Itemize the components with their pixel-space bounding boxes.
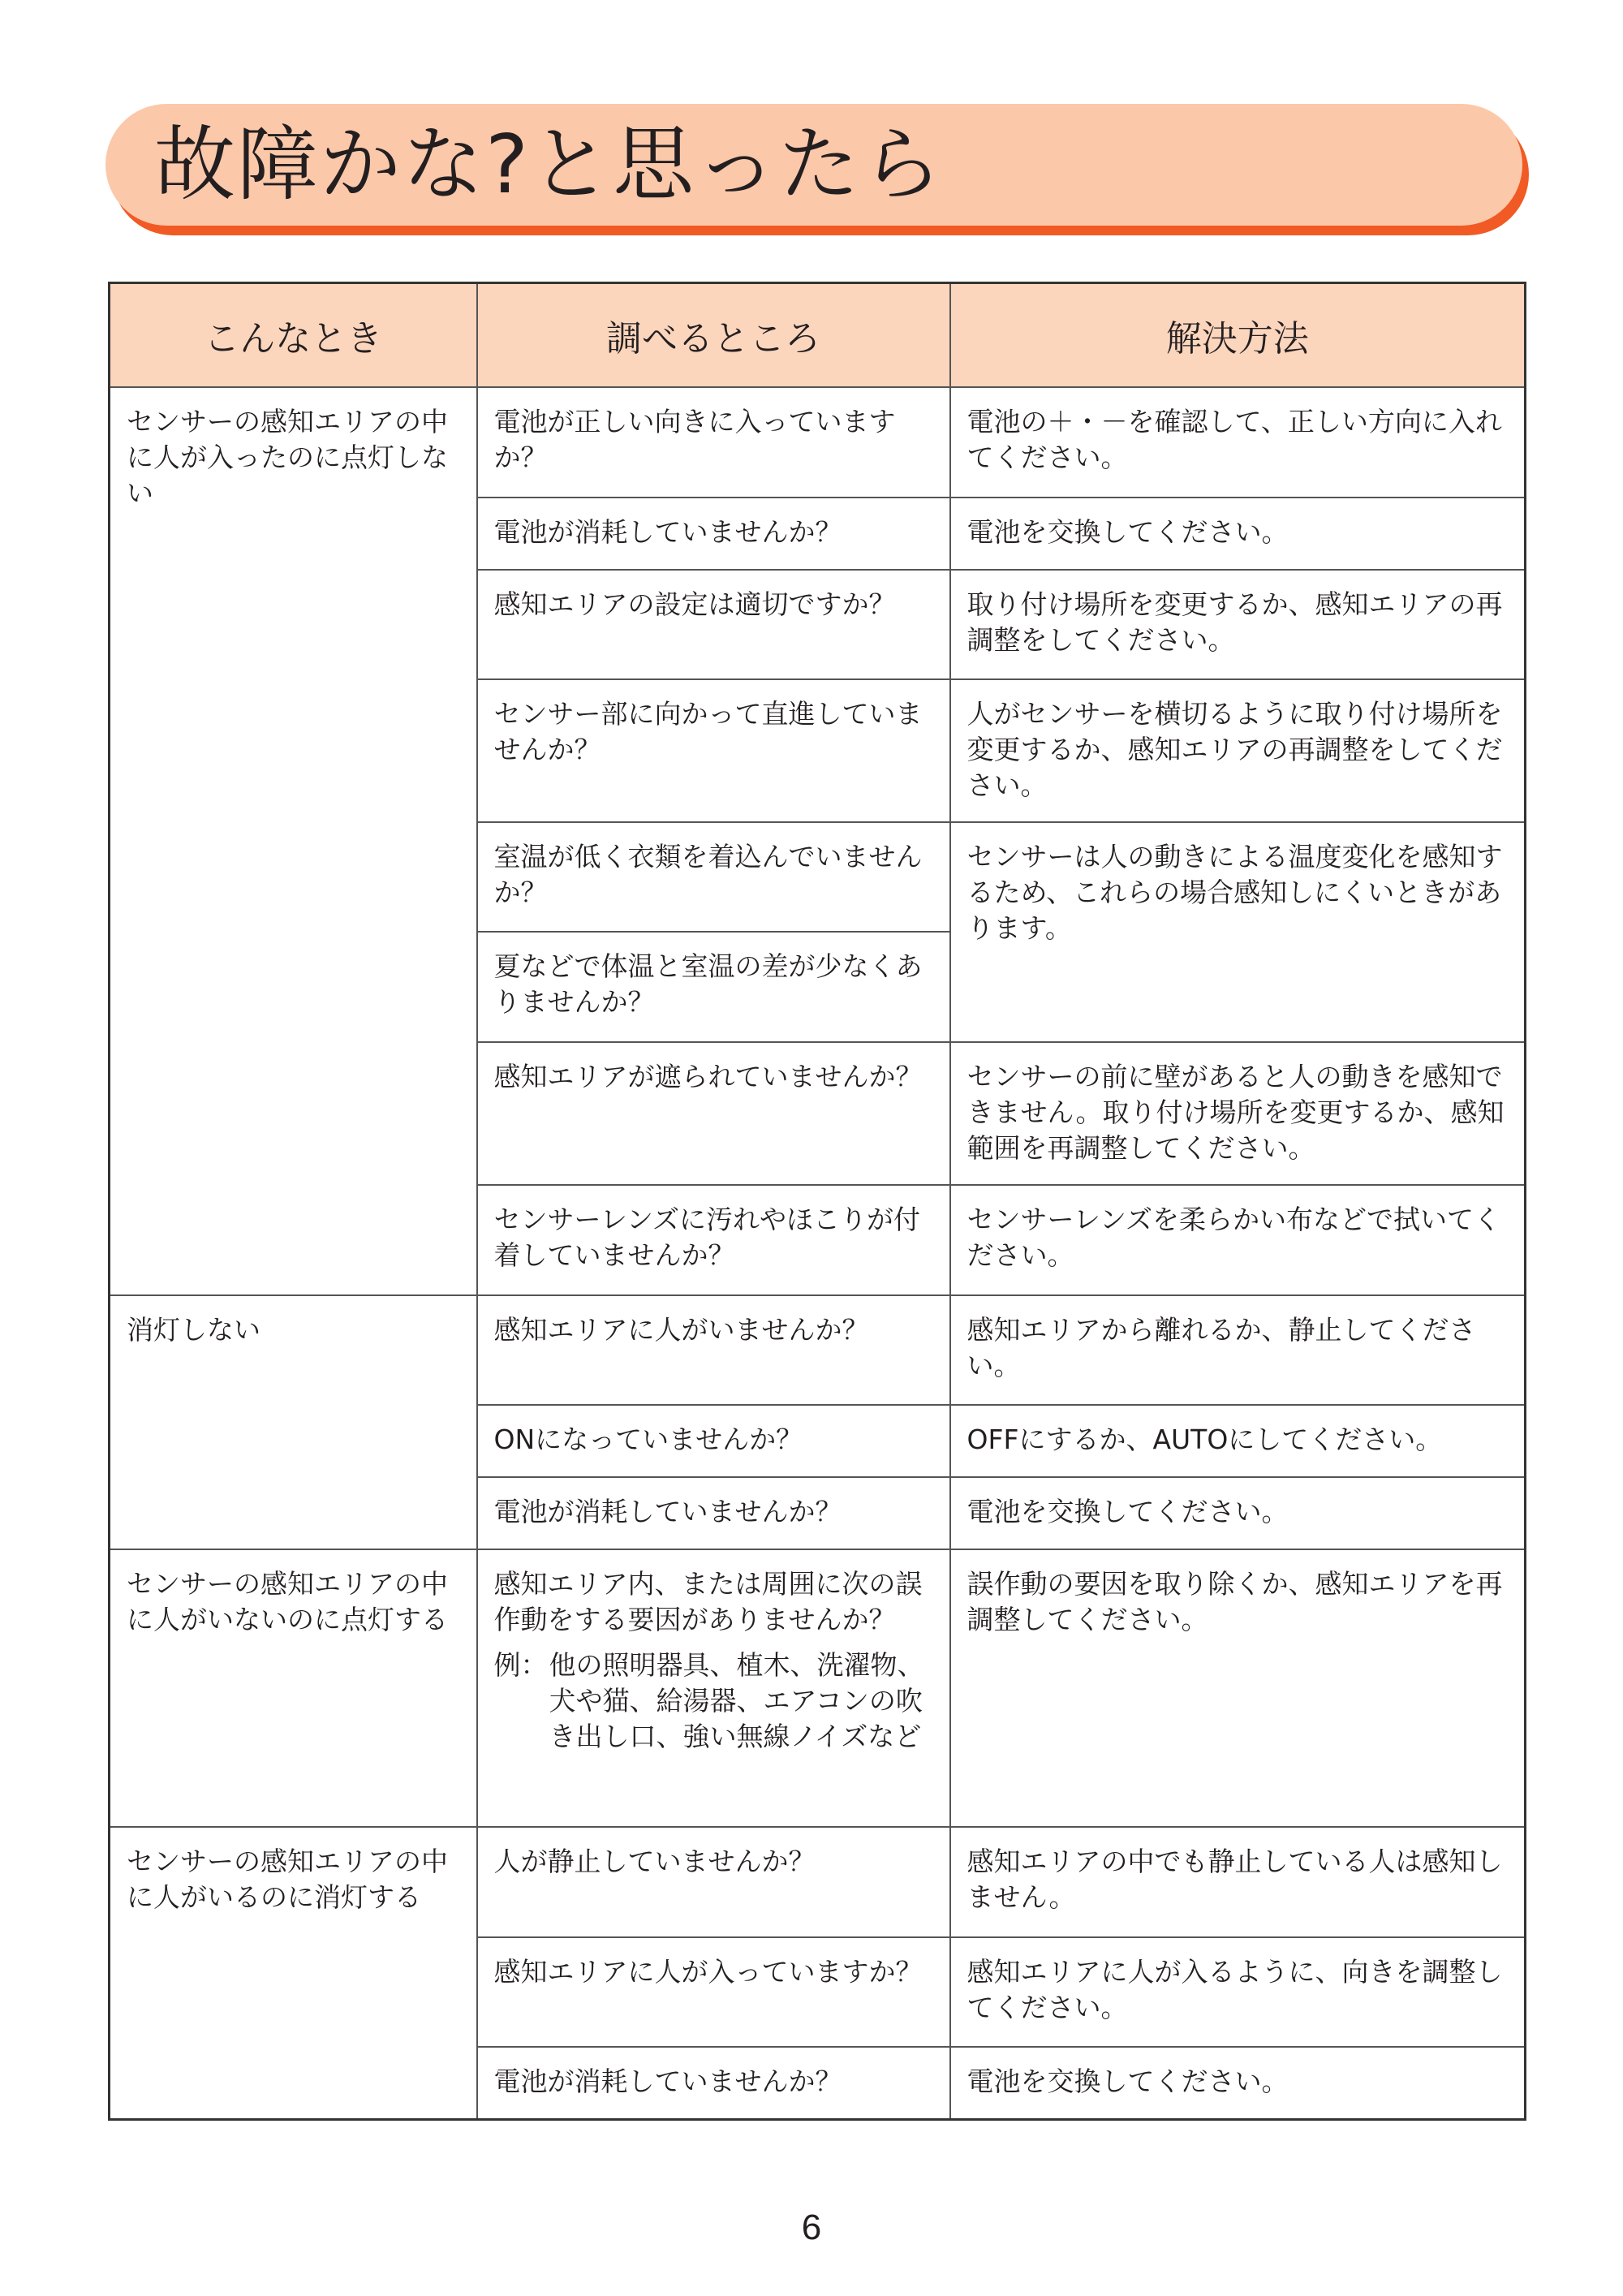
header-solution: 解決方法 [950,283,1526,388]
cell-check: 電池が消耗していませんか？ [477,1477,950,1549]
cell-solution: センサーは人の動きによる温度変化を感知するため、これらの場合感知しにくいときがあります。 [950,822,1526,1042]
page-number: 6 [801,2208,822,2247]
cell-check: 感知エリアの設定は適切ですか？ [477,570,950,679]
cell-check: 電池が消耗していませんか？ [477,498,950,570]
cell-solution: 感知エリアに人が入るように、向きを調整してください。 [950,1937,1526,2047]
title-banner [105,104,1522,226]
cell-when: センサーの感知エリアの中に人が入ったのに点灯しない [110,387,477,1295]
cell-solution: 電池を交換してください。 [950,2047,1526,2119]
cell-check [477,1549,950,1827]
cell-check: 感知エリアに人が入っていますか？ [477,1937,950,2047]
cell-check: ONになっていませんか？ [477,1405,950,1477]
example-text: 他の照明器具、植木、洗濯物、犬や猫、給湯器、エアコンの吹き出し口、強い無線ノイズなど [549,1649,924,1752]
cell-solution: OFFにするか、AUTOにしてください。 [950,1405,1526,1477]
table-row [110,1549,1526,1827]
cell-solution: 誤作動の要因を取り除くか、感知エリアを再調整してください。 [950,1549,1526,1827]
cell-check: センサーレンズに汚れやほこりが付着していませんか？ [477,1185,950,1295]
cell-check: 電池が消耗していませんか？ [477,2047,950,2119]
cell-solution: 電池を交換してください。 [950,1477,1526,1549]
troubleshooting-table [108,282,1526,2121]
table-row [110,1295,1526,1405]
cell-solution: 感知エリアの中でも静止している人は感知しません。 [950,1827,1526,1937]
example-block [494,1648,932,1755]
cell-solution: 感知エリアから離れるか、静止してください。 [950,1295,1526,1405]
cell-solution: 人がセンサーを横切るように取り付け場所を変更するか、感知エリアの再調整をしてください。 [950,679,1526,822]
header-check: 調べるところ [477,283,950,388]
table-row [110,1827,1526,1937]
cell-solution: センサーの前に壁があると人の動きを感知できません。取り付け場所を変更するか、感知範囲を再調整してください。 [950,1042,1526,1185]
header-when: こんなとき [110,283,477,388]
cell-when: センサーの感知エリアの中に人がいるのに消灯する [110,1827,477,2119]
cell-when: 消灯しない [110,1295,477,1549]
cell-when: センサーの感知エリアの中に人がいないのに点灯する [110,1549,477,1827]
cell-check: 電池が正しい向きに入っていますか？ [477,387,950,498]
check-text: 感知エリア内、または周囲に次の誤作動をする要因がありませんか？ [493,1568,923,1635]
cell-check: 人が静止していませんか？ [477,1827,950,1937]
page-title: 故障かな?と思ったら [154,117,945,212]
table-header-row [110,283,1526,388]
cell-solution: センサーレンズを柔らかい布などで拭いてください。 [950,1185,1526,1295]
cell-check: 室温が低く衣類を着込んでいませんか？ [477,822,950,932]
example-label: 例： [493,1649,548,1681]
cell-solution: 電池の＋・－を確認して、正しい方向に入れてください。 [950,387,1526,498]
cell-solution: 取り付け場所を変更するか、感知エリアの再調整をしてください。 [950,570,1526,679]
cell-solution: 電池を交換してください。 [950,498,1526,570]
table-row [110,387,1526,498]
cell-check: 感知エリアに人がいませんか？ [477,1295,950,1405]
cell-check: 感知エリアが遮られていませんか？ [477,1042,950,1185]
cell-check: 夏などで体温と室温の差が少なくありませんか？ [477,932,950,1042]
cell-check: センサー部に向かって直進していませんか？ [477,679,950,822]
